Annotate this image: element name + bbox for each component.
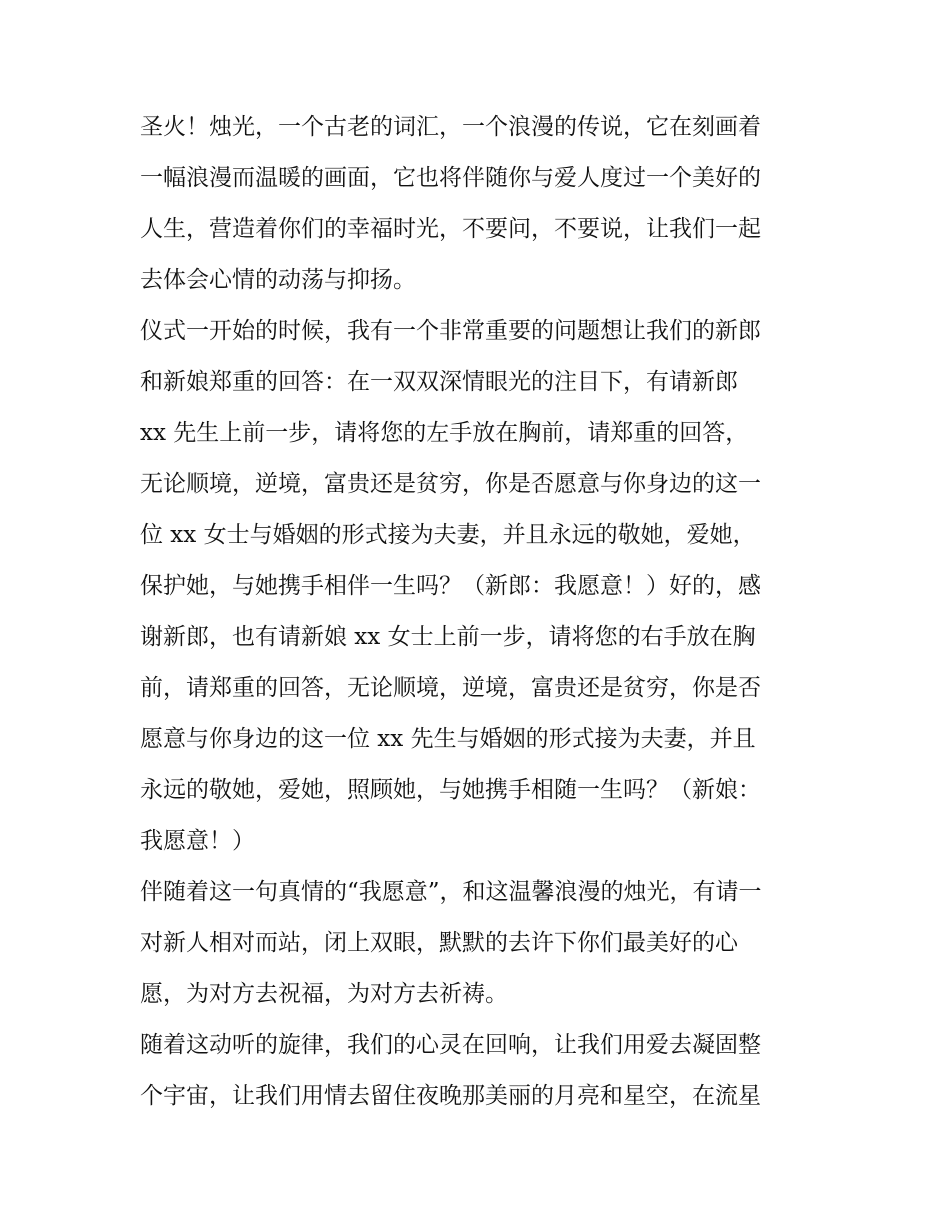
text-line: 个宇宙，让我们用情去留住夜晚那美丽的月亮和星空，在流星 [140, 1083, 761, 1109]
text-line: 随着这动听的旋律，我们的心灵在回响，让我们用爱去凝固整 [140, 1032, 761, 1058]
text-line: 对新人相对而站，闭上双眼，默默的去许下你们最美好的心 [140, 930, 738, 956]
text-line: 永远的敬她，爱她，照顾她，与她携手相随一生吗？（新娘： [140, 777, 761, 803]
text-line: 保护她，与她携手相伴一生吗？（新郎：我愿意！）好的，感 [140, 573, 761, 599]
text-line: 去体会心情的动荡与抑扬。 [140, 267, 416, 293]
text-line: 愿，为对方去祝福，为对方去祈祷。 [140, 981, 508, 1007]
text-line: 圣火！烛光，一个古老的词汇，一个浪漫的传说，它在刻画着 [140, 114, 761, 140]
text-line: 伴随着这一句真情的“我愿意”，和这温馨浪漫的烛光，有请一 [140, 879, 762, 905]
text-line: 人生，营造着你们的幸福时光，不要问，不要说，让我们一起 [140, 216, 761, 242]
body-text [140, 102, 820, 1122]
text-line: 我愿意！） [140, 828, 255, 854]
text-line: 无论顺境，逆境，富贵还是贫穷，你是否愿意与你身边的这一 [140, 471, 761, 497]
text-line: 和新娘郑重的回答：在一双双深情眼光的注目下，有请新郎 [140, 369, 738, 395]
text-line: 一幅浪漫而温暖的画面，它也将伴随你与爱人度过一个美好的 [140, 165, 761, 191]
text-line: 愿意与你身边的这一位 xx 先生与婚姻的形式接为夫妻，并且 [140, 726, 756, 752]
text-line: 谢新郎，也有请新娘 xx 女士上前一步，请将您的右手放在胸 [140, 624, 756, 650]
text-line: 前，请郑重的回答，无论顺境，逆境，富贵还是贫穷，你是否 [140, 675, 761, 701]
text-line: 仪式一开始的时候，我有一个非常重要的问题想让我们的新郎 [140, 318, 761, 344]
text-line: 位 xx 女士与婚姻的形式接为夫妻，并且永远的敬她，爱她， [140, 522, 756, 548]
text-line: xx 先生上前一步，请将您的左手放在胸前，请郑重的回答， [140, 420, 749, 446]
